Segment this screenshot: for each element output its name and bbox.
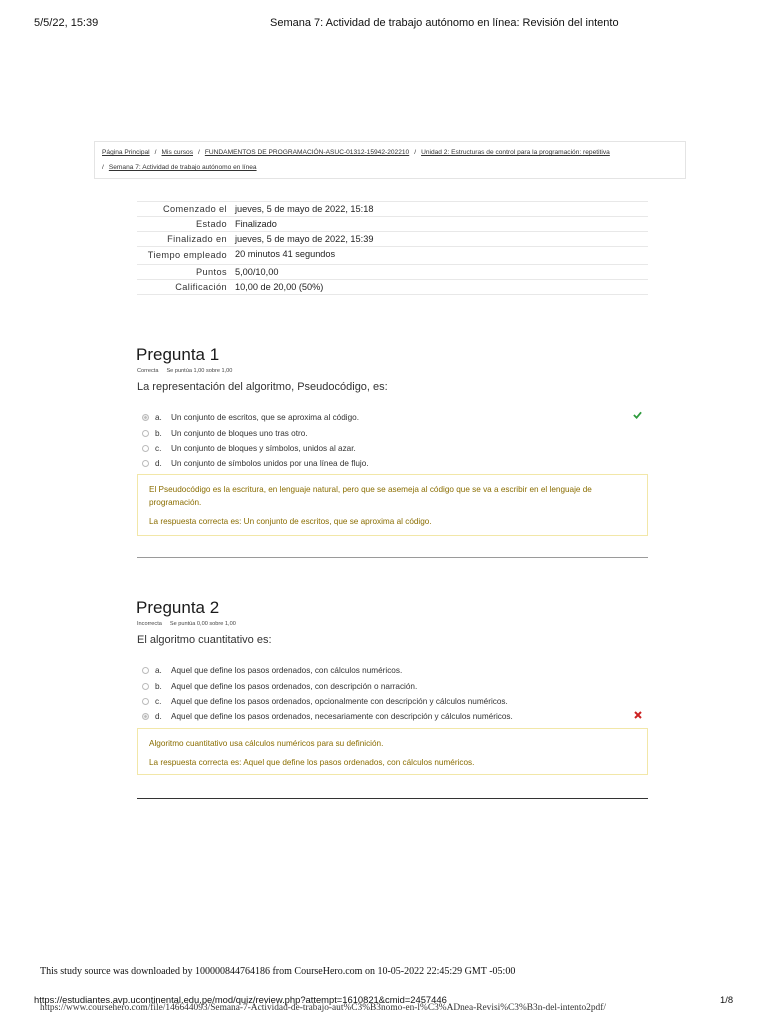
option-text: Un conjunto de bloques uno tras otro. [171, 429, 308, 438]
feedback-correct-answer: La respuesta correcta es: Aquel que define los pasos ordenados, con cálculos numéricos. [149, 758, 475, 767]
summary-label: Finalizado en [167, 234, 227, 244]
print-datetime: 5/5/22, 15:39 [34, 17, 99, 29]
answer-option[interactable] [142, 712, 513, 721]
feedback-correct-answer: La respuesta correcta es: Un conjunto de escritos, que se aproxima al código. [149, 517, 432, 526]
breadcrumb-separator: / [198, 149, 200, 156]
feedback-general: Algoritmo cuantitativo usa cálculos numéricos para su definición. [149, 739, 384, 748]
question-2-text: El algoritmo cuantitativo es: [137, 634, 272, 646]
option-text: Aquel que define los pasos ordenados, necesariamente con descripción y cálculos numéricos. [171, 712, 513, 721]
option-letter: d. [155, 459, 162, 468]
question-2-meta [137, 621, 244, 627]
check-icon [633, 411, 642, 419]
question-1-meta [137, 368, 240, 374]
summary-value: jueves, 5 de mayo de 2022, 15:18 [235, 204, 374, 214]
option-letter: c. [155, 444, 162, 453]
radio-button[interactable] [142, 460, 149, 467]
breadcrumb-my-courses-link[interactable]: Mis cursos [161, 149, 194, 156]
answer-option[interactable] [142, 682, 417, 691]
answer-option[interactable] [142, 444, 356, 453]
breadcrumb-separator: / [154, 149, 157, 156]
option-letter: a. [155, 413, 162, 422]
summary-row [137, 232, 648, 247]
radio-button[interactable] [142, 445, 149, 452]
summary-label: Puntos [195, 267, 227, 277]
question-score: Se puntúa 0,00 sobre 1,00 [169, 621, 236, 627]
summary-value: Finalizado [235, 219, 277, 229]
summary-value: 5,00/10,00 [235, 267, 279, 277]
option-letter: b. [155, 429, 162, 438]
option-text: Aquel que define los pasos ordenados, con descripción o narración. [171, 682, 418, 691]
question-1-feedback [137, 474, 648, 536]
option-letter: d. [155, 712, 162, 721]
radio-selected[interactable] [142, 713, 149, 720]
summary-value: jueves, 5 de mayo de 2022, 15:39 [235, 234, 374, 244]
radio-button[interactable] [142, 683, 149, 690]
option-letter: c. [155, 697, 162, 706]
print-title: Semana 7: Actividad de trabajo autónomo en línea: Revisión del intento [270, 17, 619, 29]
answer-option[interactable] [142, 666, 402, 675]
summary-row [137, 217, 648, 232]
answer-option[interactable] [142, 697, 508, 706]
study-source-notice: This study source was downloaded by 100000844764186 from CourseHero.com on 10-05-2022 22:45:29 GMT -05:00 [40, 966, 516, 977]
cross-icon [634, 711, 642, 719]
option-letter: a. [155, 666, 162, 675]
option-text: Un conjunto de escritos, que se aproxima al código. [171, 413, 359, 422]
attempt-summary-table [137, 201, 648, 295]
feedback-general: El Pseudocódigo es la escritura, en lenguaje natural, pero que se asemeja al código que se va a escribir en el lenguaje de programación. [149, 485, 592, 507]
breadcrumb-home-link[interactable]: Página Principal [102, 149, 150, 156]
summary-value: 10,00 de 20,00 (50%) [235, 282, 324, 292]
summary-row [137, 280, 648, 295]
answer-option[interactable] [142, 429, 308, 438]
option-text: Un conjunto de bloques y símbolos, unidos al azar. [171, 444, 356, 453]
summary-label: Tiempo empleado [147, 250, 227, 260]
option-text: Aquel que define los pasos ordenados, con cálculos numéricos. [171, 666, 403, 675]
breadcrumb-activity-link[interactable]: Semana 7: Actividad de trabajo autónomo en línea [108, 164, 257, 171]
summary-row [137, 247, 648, 265]
option-text: Un conjunto de símbolos unidos por una línea de flujo. [171, 459, 369, 468]
summary-label: Estado [195, 219, 227, 229]
radio-selected[interactable] [142, 414, 149, 421]
summary-label: Comenzado el [162, 204, 227, 214]
breadcrumb-separator: / [102, 164, 104, 171]
summary-value: 20 minutos 41 segundos [235, 249, 336, 259]
answer-option[interactable] [142, 413, 359, 422]
option-letter: b. [155, 682, 162, 691]
question-1-title: Pregunta 1 [136, 345, 220, 364]
radio-button[interactable] [142, 430, 149, 437]
summary-label: Calificación [175, 282, 227, 292]
breadcrumb-separator: / [414, 149, 417, 156]
question-divider [137, 798, 648, 799]
question-2-feedback [137, 728, 648, 775]
question-divider [137, 557, 648, 558]
radio-button[interactable] [142, 698, 149, 705]
breadcrumb [94, 141, 686, 179]
option-text: Aquel que define los pasos ordenados, opcionalmente con descripción y cálculos numéricos. [171, 697, 508, 706]
breadcrumb-unit-link[interactable]: Unidad 2: Estructuras de control para la programación: repetitiva [421, 149, 610, 156]
answer-option[interactable] [142, 459, 369, 468]
summary-row [137, 201, 648, 217]
page-number: 1/8 [720, 994, 734, 1005]
question-status: Incorrecta [137, 621, 162, 627]
question-1-text: La representación del algoritmo, Pseudocódigo, es: [137, 381, 388, 393]
radio-button[interactable] [142, 667, 149, 674]
summary-row [137, 265, 648, 280]
question-2-title: Pregunta 2 [136, 598, 220, 617]
page-url[interactable]: https://estudiantes.avp.ucontinental.edu.pe/mod/quiz/review.php?attempt=1610821&cmid=2457446 [34, 994, 447, 1005]
breadcrumb-course-link[interactable]: FUNDAMENTOS DE PROGRAMACIÓN-ASUC-01312-15942-202210 [204, 149, 410, 156]
question-score: Se puntúa 1,00 sobre 1,00 [166, 368, 233, 374]
coursehero-url[interactable]: https://www.coursehero.com/file/146644093/Semana-7-Actividad-de-trabajo-aut%C3%B3nomo-en-l%C3%ADnea-Revisi%C3%B3n-del-intento2pdf/ [40, 1003, 606, 1013]
question-status: Correcta [137, 368, 159, 374]
